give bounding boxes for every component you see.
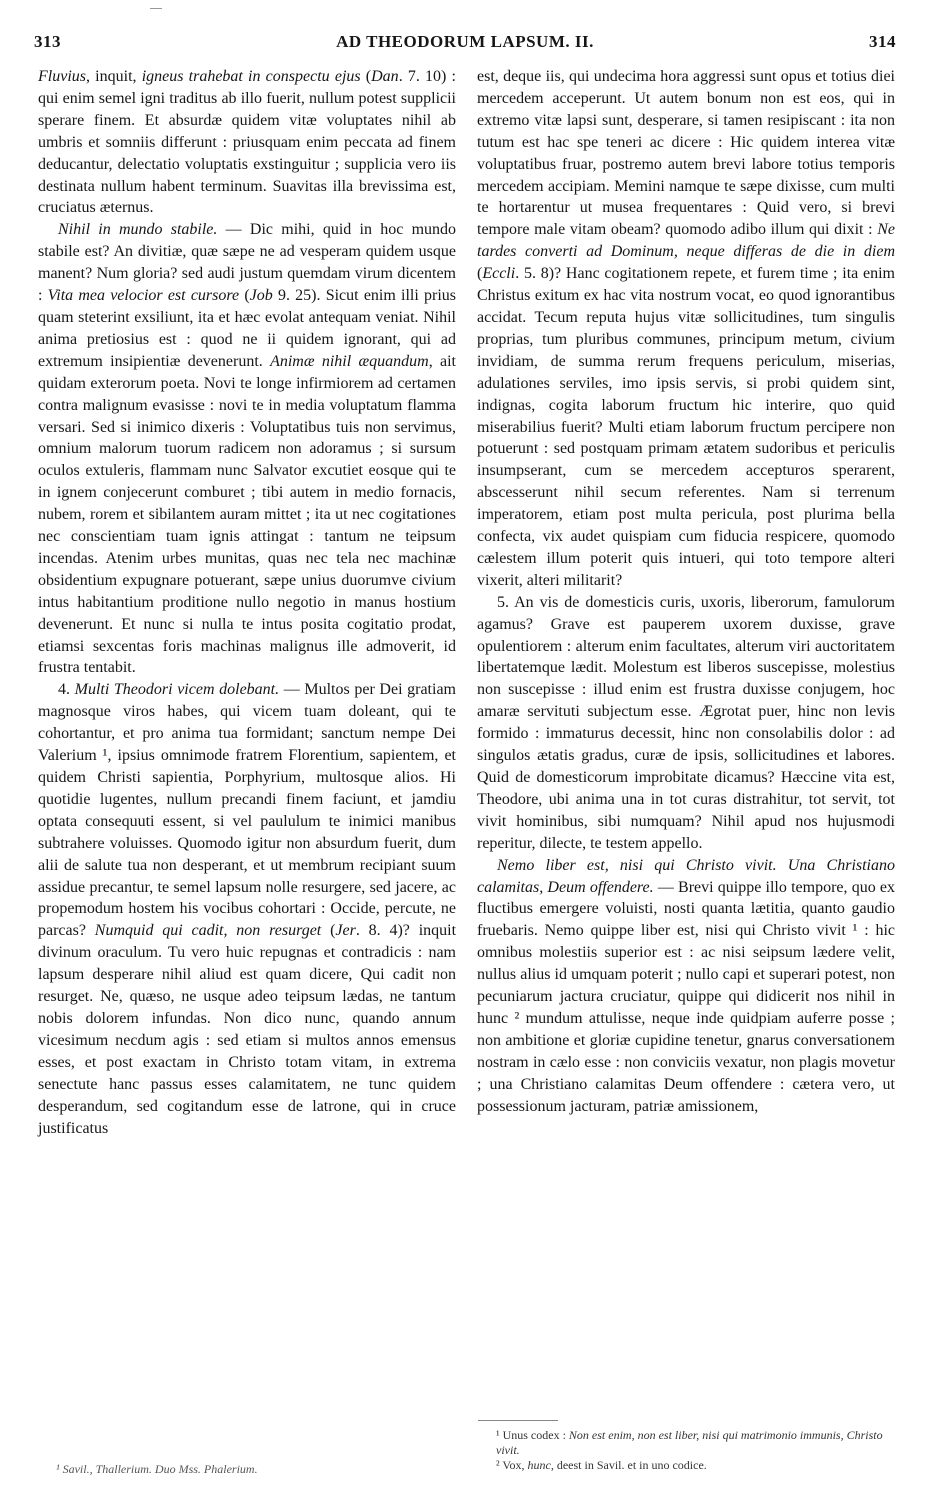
text-run: ( <box>477 265 483 283</box>
footnote-rule <box>478 1420 558 1421</box>
text-run: , deest in Savil. et in uno codice. <box>550 1458 707 1472</box>
text-run: — Brevi quippe illo tempore, quo ex fluctibus emergere voluisti, nosti quanta lætitia, quanto gaudio fruebaris. Nemo quippe liber est, nisi qui Christo vivit ¹ : hic omnibus molestiis superior est : ac nisi seipsum lædere velit, nullus alius id umquam poterit ; nullo capi et superari potest, non pecuniarum jactura cruciatur, quippe qui didicerit nos nihil in hunc ² mundum attulisse, neque inde quidpiam auferre posse ; non ambitione et gloriæ cupidine tenetur, gnarus conversationem nostram in cælo esse : non conviciis vexatur, non plagis movetur ; una Christiano calamitas Deum offendere : cætera vero, ut possessionum jacturam, patriæ amissionem, <box>477 878 895 1115</box>
italic-run: Jer <box>335 922 356 940</box>
italic-run: Nemo liber est, nisi qui Christo vivit. Una Christiano calamitas, Deum offendere. <box>477 856 895 896</box>
text-run: 5. An vis de domesticis curis, uxoris, liberorum, famulorum agamus? Grave est pauperem uxorem duxisse, grave opulentiorem : alterum enim facultates, alterum viri auctoritatem libertatemque lædit. Molestum est liberos suscepisse, molestius non suscepisse : illud enim est frustra duxisse conjugem, hoc amaræ servituti subjectum esse. Ægrotat puer, hinc non levis formido : immaturus decessit, hinc non consolabilis dolor : ad singulos ætatis gradus, curæ de ipsis, sollicitudines et labores. Quid de domesticorum improbitate dicamus? Hæccine vita est, Theodore, ubi anima una in tot curas distrahitur, tot servit, tot vivit hominibus, sibi numquam? Nihil apud nos hujusmodi reperitur, dilecte, te testem appello. <box>477 593 895 852</box>
text-run: est, deque iis, qui undecima hora aggressi sunt opus et totius diei mercedem acceperunt. Ut autem bonum non est eos, qui in extremo vitæ lapsi sunt, desperare, si tamen resipiscant : ita non tutum est hac spe teneri ac dicere : Hic quidem interea vitæ voluptatibus fruar, postremo autem brevi labore totius temporis mercedem accipiam. Memini namque te sæpe dixisse, cum multi te hortarentur ut musea frequentares : Quid vero, si brevi tempore male vitam obeam? quomodo adibo illum qui dixit : <box>477 68 895 239</box>
italic-run: Dan <box>371 68 399 85</box>
page-number-left: 313 <box>34 32 61 51</box>
italic-run: Numquid qui cadit, non resurget <box>94 922 322 940</box>
text-run: , inquit, <box>86 68 142 85</box>
italic-run: hunc <box>527 1458 551 1472</box>
text-run: ² Vox, <box>496 1458 528 1472</box>
italic-run: Nihil in mundo stabile. <box>58 221 218 239</box>
text-run: — Dic mihi, quid in hoc mundo stabile est? An divitiæ, quæ sæpe ne ad vesperam quidem usque manent? Num gloria? sed audi justum quemdam virum dicentem : <box>38 221 457 305</box>
italic-run: igneus trahebat in conspectu ejus <box>141 68 361 85</box>
paragraph <box>38 66 456 219</box>
footnote-left: ¹ Savil., Thallerium. Duo Mss. Phalerium. <box>56 1462 258 1476</box>
left-column <box>38 66 456 1139</box>
italic-run: Multi Theodori vicem dolebant. <box>74 681 280 699</box>
text-run: , ait quidam exterorum poeta. Novi te longe infirmiorem ad certamen contra malignum evasisse : novi te in media voluptatum flamma versari. Sed si inimico dixeris : Voluptatibus tuis non servimus, omnium malorum tuorum radicem non adoramus ; si sursum oculos extuleris, flammam nunc Salvator excutiet eosque qui te in ignem conjecerunt comburet ; tibi autem in medio fornacis, nubem, rorem et sibilantem auram mittet ; ita ut nec cogitationes nec conscientiam tuam ignis attingat : tantum ne teipsum incendas. Atenim urbes munitas, quas nec tela nec machinæ obsidentium expugnare potuerant, sæpe unius duorumve civium intus habitantium proditione nullo negotio in manus hostium devenerunt. Et nunc si nulla te intus posita cogitatio prodat, etiamsi sexcentas foris machinas malignus ille admoverit, id frustra tentabit. <box>38 352 456 677</box>
running-header <box>34 32 896 58</box>
paragraph <box>477 66 895 592</box>
footnote <box>496 1428 896 1458</box>
footnotes-right <box>496 1428 896 1473</box>
paragraph <box>38 679 456 1139</box>
italic-run: Fluvius <box>38 68 86 85</box>
footnote <box>496 1458 896 1473</box>
text-run: . 5. 8)? Hanc cogitationem repete, et furem time ; ita enim Christus exitum ex hac vita nostrum vocat, eo quod ignorantibus accidat. Tecum reputa hujus vitæ sollicitudines, tum singulis proprias, tum pluribus communes, principum metum, civium invidiam, de summa rerum frequens periculum, miserias, adulationes serviles, imo ipsis servis, si probi quidem sint, indignas, cogita laborum fructum hic interire, quo quid miserabilius fuerit? Multi etiam laborum fructum percipere non potuerunt : sed postquam primam ætatem sudoribus et periculis insumpserant, cum se mercedem accepturos sperarent, abscesserunt nihil secum referentes. Nam si terrenum imperatorem, etiam post multa pericula, post plurima bella confecta, vix audet quispiam cum fiducia respicere, quomodo cælestem illum poterit quis intueri, qui toto tempore alteri vixerit, alteri militarit? <box>477 265 895 589</box>
running-title: AD THEODORUM LAPSUM. II. <box>336 32 594 51</box>
text-run: 9. 25). Sicut enim illi prius quam steterint exsiliunt, ita et hæc evolat antequam veniat. Nihil anima pretiosius est : quod ne ii quidem ignorant, qui ad extremum insipientiæ devenerunt. <box>38 287 456 370</box>
italic-run: Ne tardes converti ad Dominum, neque differas de die in diem <box>477 221 895 261</box>
page-number-right: 314 <box>869 32 896 51</box>
italic-run: Animæ nihil æquandum <box>270 352 429 370</box>
paragraph <box>38 219 456 679</box>
italic-run: Eccli <box>482 265 516 283</box>
text-run: ( <box>360 68 372 85</box>
right-column <box>477 66 895 1118</box>
text-run: — Multos per Dei gratiam magnosque viros habes, qui vicem tuam doleant, qui te cohortantur, et pro anima tua formidant; sanctum nempe Dei Valerium ¹, ipsius omnimode fratrem Florentium, sapientem, et quidem Christi sapientia, Porphyrium, multosque alios. Hi quotidie lugentes, nullum precandi finem faciunt, et jamdiu optata consequuti essent, si vel paululum te inimici manibus subtrahere voluisses. Quomodo igitur non absurdum fuerit, dum alii de salute tua non desperant, et ut membrum recipiant suum assidue precantur, te semel lapsum nolle resurgere, sed jacere, ac propemodum hostem his vocibus cohortari : Occide, percute, ne parcas? <box>38 681 456 940</box>
margin-mark <box>150 8 162 9</box>
paragraph <box>477 855 895 1118</box>
text-run: . 7. 10) : qui enim semel igni traditus ab illo fuerit, nullum potest supplicii sperare finem. Et absurdæ quidem vitæ voluptates nihil ab umbris et somniis differunt : priusquam enim peccata ad finem deducantur, delectatio voluptatis exstinguitur ; supplicia vero iis destinata nullum habent terminum. Suavitas illa brevissima est, cruciatus æternus. <box>38 68 456 217</box>
paragraph <box>477 592 895 855</box>
text-run: ( <box>239 287 250 305</box>
italic-run: Job <box>249 287 273 305</box>
text-run: . 8. 4)? inquit divinum oraculum. Tu vero huic repugnas et contradicis : nam lapsum desperare nihil aliud est quam dicere, Qui cadit non resurget. Ne, quæso, ne usque adeo teipsum lædas, ne tantum nobis dolorem infundas. Non dico nunc, quando annum vicesimum necdum agis : sed etiam si multos annos emensus esses, et post exactam in Christo totam vitam, in extrema senectute hanc passus esses calamitatem, ne tunc quidem desperandum, sed cogitandum esse de latrone, qui in cruce justificatus <box>38 922 457 1137</box>
text-run: 4. <box>58 681 75 699</box>
text-run: ( <box>321 922 336 940</box>
italic-run: Vita mea velocior est cursore <box>47 287 240 305</box>
text-run: ¹ Unus codex : <box>496 1428 569 1442</box>
italic-run: Non est enim, non est liber, nisi qui matrimonio immunis, Christo vivit. <box>496 1428 883 1457</box>
